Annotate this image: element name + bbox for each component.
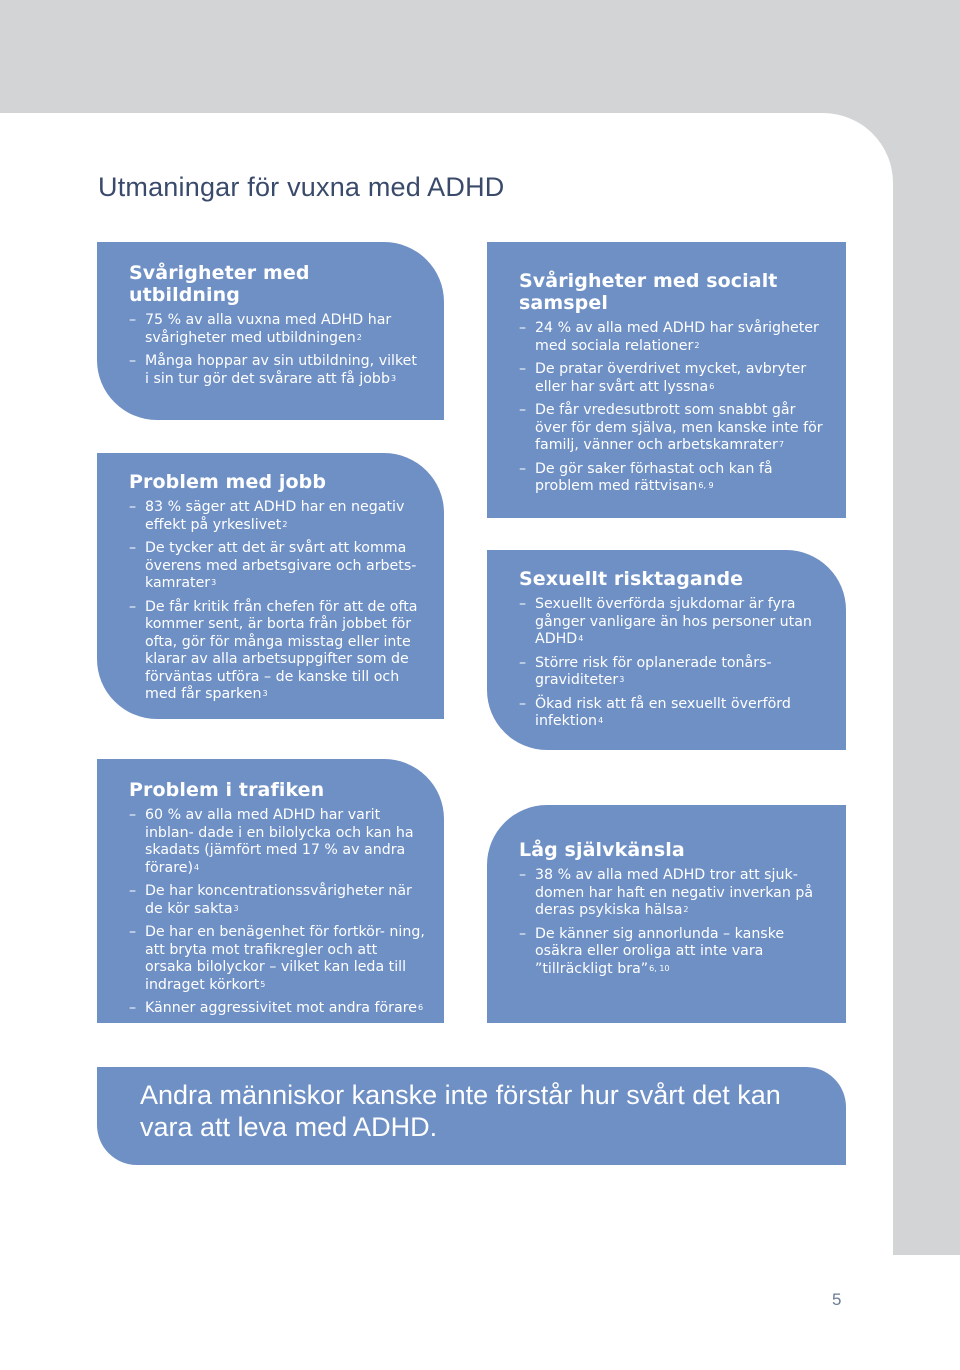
list-item: – De tycker att det är svårt att komma överens med arbetsgivare och arbets- kamrater$^3$ (129, 540, 422, 593)
list-item: – Sexuellt överförda sjukdomar är fyra gånger vanligare än hos personer utan ADHD$^4$ (519, 596, 828, 649)
list-item: – 75 % av alla vuxna med ADHD har svårigheter med utbildningen$^2$ (129, 312, 422, 347)
list-item: – Många hoppar av sin utbildning, vilket i sin tur gör det svårare att få jobb$^3$ (129, 353, 422, 388)
list-item: – 24 % av alla med ADHD har svårigheter med sociala relationer$^2$ (519, 320, 828, 355)
sexual-risk-box (487, 550, 846, 750)
quote-banner (97, 1067, 846, 1165)
page-title: Utmaningar för vuxna med ADHD (98, 172, 505, 202)
job-list (129, 499, 422, 704)
list-item: – De har koncentrationssvårigheter när de kör sakta$^3$ (129, 883, 428, 918)
social-list (519, 320, 828, 496)
education-list (129, 312, 422, 388)
list-item: – Känner aggressivitet mot andra förare$^6$ (129, 1000, 428, 1018)
list-item: – 38 % av alla med ADHD tror att sjuk- domen har haft en negativ inverkan på deras psykiska hälsa$^2$ (519, 867, 828, 920)
job-heading: Problem med jobb (129, 471, 327, 493)
self-esteem-list (519, 867, 828, 978)
traffic-heading: Problem i trafiken (129, 779, 325, 801)
list-item: – Större risk för oplanerade tonårs- graviditeter$^3$ (519, 655, 828, 690)
list-item: – De gör saker förhastat och kan få problem med rättvisan$^{6, 9}$ (519, 461, 828, 496)
education-heading: Svårigheter med utbildning (129, 262, 310, 306)
list-item: – De har en benägenhet för fortkör- ning, att bryta mot trafikregler och att orsaka bilolyckor – vilket kan leda till indraget körkort$^5$ (129, 924, 428, 994)
social-heading: Svårigheter med socialt samspel (519, 270, 778, 314)
self-esteem-heading: Låg självkänsla (519, 839, 685, 861)
self-esteem-box (487, 805, 846, 1023)
traffic-box (97, 759, 444, 1023)
sexual-risk-heading: Sexuellt risktagande (519, 568, 744, 590)
list-item: – De får kritik från chefen för att de ofta kommer sent, är borta från jobbet för ofta, gör för många misstag eller inte klarar av alla arbetsuppgifter som de förväntas utföra – de kanske till och med får sparken$^3$ (129, 599, 422, 704)
social-box (487, 242, 846, 518)
list-item: – De pratar överdrivet mycket, avbryter eller har svårt att lyssna$^6$ (519, 361, 828, 396)
education-box (97, 242, 444, 420)
sexual-risk-list (519, 596, 828, 731)
job-box (97, 453, 444, 719)
list-item: – 60 % av alla med ADHD har varit inblan- dade i en bilolycka och kan ha skadats (jämfört med 17 % av andra förare)$^4$ (129, 807, 428, 877)
traffic-list (129, 807, 428, 1018)
quote-text: Andra människor kanske inte förstår hur svårt det kan vara att leva med ADHD. (140, 1080, 781, 1142)
list-item: – Ökad risk att få en sexuellt överförd infektion$^4$ (519, 696, 828, 731)
page-bottom-area (0, 1255, 960, 1370)
list-item: – 83 % säger att ADHD har en negativ effekt på yrkeslivet$^2$ (129, 499, 422, 534)
list-item: – De känner sig annorlunda – kanske osäkra eller oroliga att inte vara ”tillräckligt bra”$^{6, 10}$ (519, 926, 828, 979)
list-item: – De får vredesutbrott som snabbt går över för dem själva, men kanske inte för familj, vänner och arbetskamrater$^7$ (519, 402, 828, 455)
page-number: 5 (832, 1290, 842, 1309)
